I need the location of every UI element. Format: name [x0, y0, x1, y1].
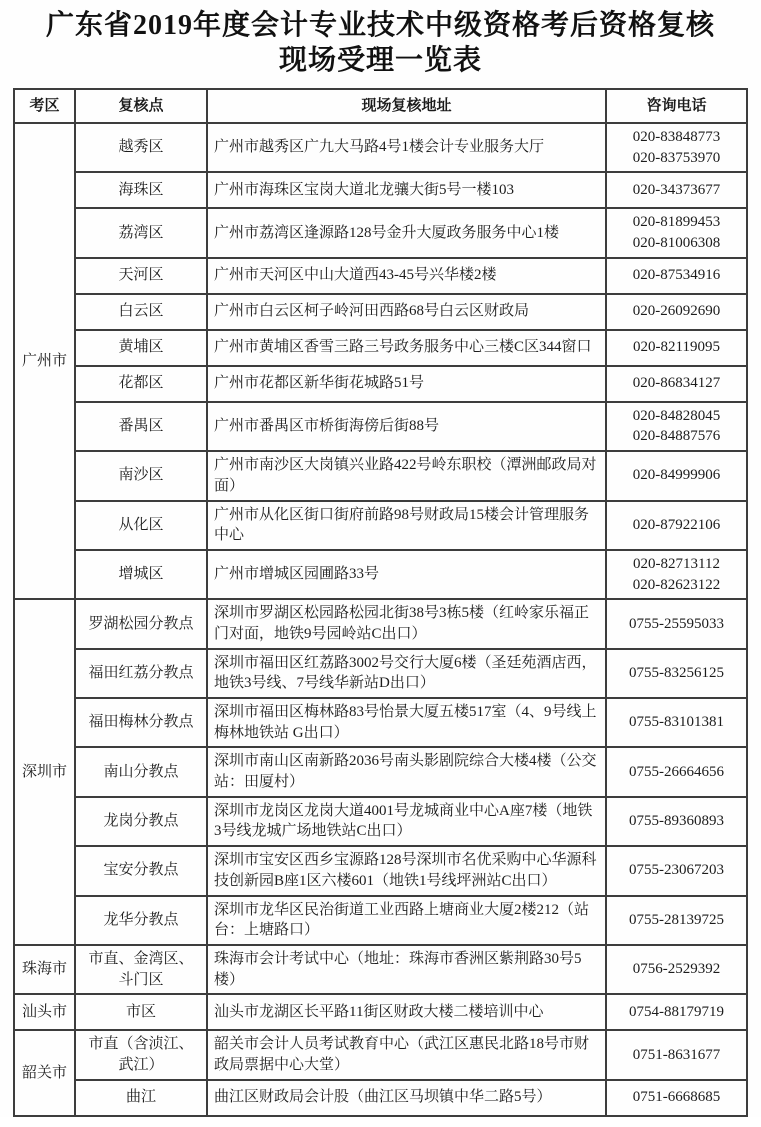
review-point-cell: 龙华分教点 — [75, 896, 207, 945]
review-point-cell: 南沙区 — [75, 451, 207, 500]
review-point-cell: 黄埔区 — [75, 330, 207, 366]
phone-number: 0755-25595033 — [629, 615, 724, 632]
phone-cell — [606, 599, 747, 648]
review-point-cell: 荔湾区 — [75, 208, 207, 257]
phone-cell — [606, 994, 747, 1030]
table-row — [14, 366, 747, 402]
table-row — [14, 994, 747, 1030]
review-point-cell: 福田红荔分教点 — [75, 649, 207, 698]
phone-number: 020-82713112 — [633, 555, 720, 572]
table-row — [14, 501, 747, 550]
address-cell: 广州市增城区园圃路33号 — [207, 550, 606, 599]
review-point-cell: 福田梅林分教点 — [75, 698, 207, 747]
phone-number: 0755-83101381 — [629, 714, 724, 731]
phone-number: 0756-2529392 — [632, 961, 721, 978]
address-cell: 广州市荔湾区逢源路128号金升大厦政务服务中心1楼 — [207, 208, 606, 257]
address-cell: 深圳市龙华区民治街道工业西路上塘商业大厦2楼212（站台：上塘路口） — [207, 896, 606, 945]
page-title — [20, 8, 741, 78]
table-row — [14, 649, 747, 698]
address-cell: 广州市海珠区宝岗大道北龙骧大街5号一楼103 — [207, 172, 606, 208]
review-point-cell: 南山分教点 — [75, 747, 207, 796]
table-header-row — [14, 89, 747, 123]
review-point-cell: 市区 — [75, 994, 207, 1030]
table-row — [14, 402, 747, 451]
phone-cell — [606, 123, 747, 172]
phone-cell — [606, 402, 747, 451]
address-cell: 汕头市龙湖区长平路11街区财政大楼二楼培训中心 — [207, 994, 606, 1030]
phone-number: 020-84999906 — [632, 467, 721, 484]
table-row — [14, 451, 747, 500]
phone-cell — [606, 747, 747, 796]
phone-number: 020-83753970 — [632, 149, 721, 166]
header-review-address: 现场复核地址 — [207, 89, 606, 123]
phone-cell — [606, 649, 747, 698]
table-row — [14, 330, 747, 366]
phone-cell — [606, 1080, 747, 1116]
review-point-cell: 番禺区 — [75, 402, 207, 451]
review-point-cell: 市直（含浈江、武江） — [75, 1030, 207, 1079]
review-point-cell: 曲江 — [75, 1080, 207, 1116]
address-cell: 深圳市福田区红荔路3002号交行大厦6楼（圣廷苑酒店西，地铁3号线、7号线华新站D出口） — [207, 649, 606, 698]
phone-cell — [606, 208, 747, 257]
header-exam-region: 考区 — [14, 89, 75, 123]
address-cell: 深圳市宝安区西乡宝源路128号深圳市名优采购中心华源科技创新园B座1区六楼601（地铁1号线坪洲站C出口） — [207, 846, 606, 895]
phone-number: 020-34373677 — [632, 182, 721, 199]
header-review-point: 复核点 — [75, 89, 207, 123]
phone-number: 020-87534916 — [632, 267, 721, 284]
address-cell: 深圳市南山区南新路2036号南头影剧院综合大楼4楼（公交站：田厦村） — [207, 747, 606, 796]
table-row — [14, 123, 747, 172]
phone-cell — [606, 945, 747, 994]
phone-cell — [606, 846, 747, 895]
review-point-cell: 天河区 — [75, 258, 207, 294]
phone-cell — [606, 698, 747, 747]
address-cell: 广州市从化区街口街府前路98号财政局15楼会计管理服务中心 — [207, 501, 606, 550]
phone-number: 020-86834127 — [632, 375, 721, 392]
phone-number: 0751-6668685 — [632, 1089, 721, 1106]
phone-number: 020-26092690 — [632, 303, 721, 320]
phone-number: 0755-28139725 — [629, 911, 724, 928]
review-point-cell: 罗湖松园分教点 — [75, 599, 207, 648]
phone-number: 020-82119095 — [633, 339, 720, 356]
phone-number: 020-81006308 — [632, 235, 721, 252]
exam-region-cell: 深圳市 — [14, 599, 75, 945]
table-row — [14, 896, 747, 945]
phone-cell — [606, 294, 747, 330]
phone-cell — [606, 501, 747, 550]
table-body — [14, 123, 747, 1116]
review-point-cell: 海珠区 — [75, 172, 207, 208]
table-row — [14, 599, 747, 648]
phone-number: 0755-83256125 — [629, 664, 724, 681]
phone-cell — [606, 1030, 747, 1079]
phone-cell — [606, 797, 747, 846]
exam-region-cell: 珠海市 — [14, 945, 75, 994]
table-row — [14, 550, 747, 599]
table-row — [14, 747, 747, 796]
phone-number: 020-81899453 — [632, 214, 721, 231]
phone-cell — [606, 896, 747, 945]
table-row — [14, 797, 747, 846]
phone-number: 020-83848773 — [632, 129, 721, 145]
review-point-cell: 从化区 — [75, 501, 207, 550]
review-point-cell: 增城区 — [75, 550, 207, 599]
review-point-cell: 花都区 — [75, 366, 207, 402]
phone-number: 020-84828045 — [632, 407, 721, 424]
review-point-cell: 白云区 — [75, 294, 207, 330]
review-point-cell: 宝安分教点 — [75, 846, 207, 895]
address-cell: 深圳市福田区梅林路83号怡景大厦五楼517室（4、9号线上梅林地铁站 G出口） — [207, 698, 606, 747]
exam-region-cell: 汕头市 — [14, 994, 75, 1030]
table-row — [14, 208, 747, 257]
address-cell: 珠海市会计考试中心（地址：珠海市香洲区紫荆路30号5楼） — [207, 945, 606, 994]
address-cell: 广州市白云区柯子岭河田西路68号白云区财政局 — [207, 294, 606, 330]
address-cell: 广州市越秀区广九大马路4号1楼会计专业服务大厅 — [207, 123, 606, 172]
table-row — [14, 846, 747, 895]
review-point-cell: 市直、金湾区、斗门区 — [75, 945, 207, 994]
phone-number: 0755-26664656 — [629, 763, 724, 780]
address-cell: 广州市南沙区大岗镇兴业路422号岭东职校（潭洲邮政局对面） — [207, 451, 606, 500]
phone-number: 020-87922106 — [632, 516, 721, 533]
review-locations-table — [13, 88, 748, 1117]
address-cell: 曲江区财政局会计股（曲江区马坝镇中华二路5号） — [207, 1080, 606, 1116]
table-row — [14, 945, 747, 994]
review-point-cell: 越秀区 — [75, 123, 207, 172]
page-title-line1: 广东省2019年度会计专业技术中级资格考后资格复核 — [45, 10, 715, 41]
address-cell: 韶关市会计人员考试教育中心（武江区惠民北路18号市财政局票据中心大堂） — [207, 1030, 606, 1079]
phone-number: 020-82623122 — [632, 576, 721, 593]
address-cell: 深圳市罗湖区松园路松园北街38号3栋5楼（红岭家乐福正门对面，地铁9号园岭站C出口） — [207, 599, 606, 648]
table-row — [14, 1030, 747, 1079]
table-row — [14, 294, 747, 330]
phone-cell — [606, 366, 747, 402]
address-cell: 广州市花都区新华街花城路51号 — [207, 366, 606, 402]
phone-cell — [606, 258, 747, 294]
phone-cell — [606, 172, 747, 208]
phone-cell — [606, 550, 747, 599]
phone-number: 020-84887576 — [632, 428, 721, 445]
exam-region-cell: 韶关市 — [14, 1030, 75, 1115]
phone-number: 0751-8631677 — [632, 1046, 721, 1063]
page-title-line2: 现场受理一览表 — [278, 45, 482, 76]
address-cell: 广州市番禺区市桥街海傍后街88号 — [207, 402, 606, 451]
table-row — [14, 698, 747, 747]
phone-number: 0755-89360893 — [629, 813, 724, 830]
header-phone: 咨询电话 — [606, 89, 747, 123]
phone-cell — [606, 330, 747, 366]
review-point-cell: 龙岗分教点 — [75, 797, 207, 846]
table-row — [14, 172, 747, 208]
phone-number: 0754-88179719 — [629, 1003, 724, 1020]
exam-region-cell: 广州市 — [14, 123, 75, 599]
address-cell: 深圳市龙岗区龙岗大道4001号龙城商业中心A座7楼（地铁3号线龙城广场地铁站C出口） — [207, 797, 606, 846]
phone-cell — [606, 451, 747, 500]
phone-number: 0755-23067203 — [629, 862, 724, 879]
address-cell: 广州市天河区中山大道西43-45号兴华楼2楼 — [207, 258, 606, 294]
address-cell: 广州市黄埔区香雪三路三号政务服务中心三楼C区344窗口 — [207, 330, 606, 366]
table-row — [14, 258, 747, 294]
table-row — [14, 1080, 747, 1116]
